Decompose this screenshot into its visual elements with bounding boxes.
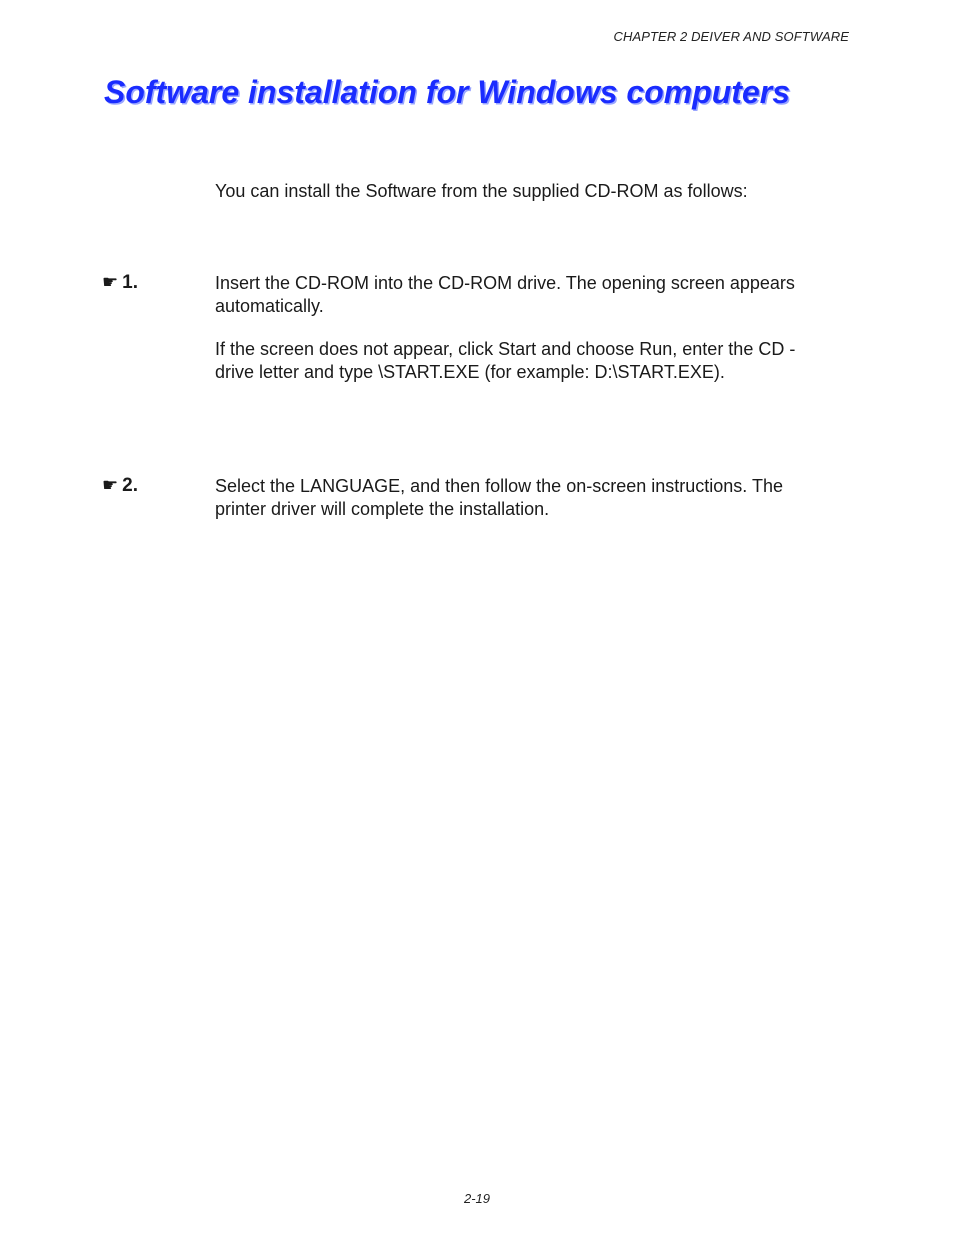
- step-number: 2.: [122, 475, 138, 496]
- step-body: [215, 272, 830, 404]
- intro-paragraph: You can install the Software from the supplied CD-ROM as follows:: [215, 181, 748, 201]
- running-header: CHAPTER 2 DEIVER AND SOFTWARE: [613, 29, 849, 44]
- step-number: 1.: [122, 272, 138, 293]
- page-number: 2-19: [463, 1191, 491, 1206]
- step-paragraph: Select the LANGUAGE, and then follow the on-screen instructions. The printer driver will complete the installation.: [215, 476, 783, 519]
- step-marker: [102, 475, 138, 497]
- page-title: Software installation for Windows computers: [104, 74, 790, 110]
- step-paragraph: If the screen does not appear, click Start and choose Run, enter the CD -drive letter and type \START.EXE (for example: D:\START.EXE).: [215, 339, 796, 382]
- step-marker: [102, 272, 138, 294]
- pointing-hand-icon: ☛: [102, 272, 119, 292]
- pointing-hand-icon: ☛: [102, 475, 119, 495]
- step-paragraph: Insert the CD-ROM into the CD-ROM drive. The opening screen appears automatically.: [215, 273, 795, 316]
- step-body: [215, 475, 830, 541]
